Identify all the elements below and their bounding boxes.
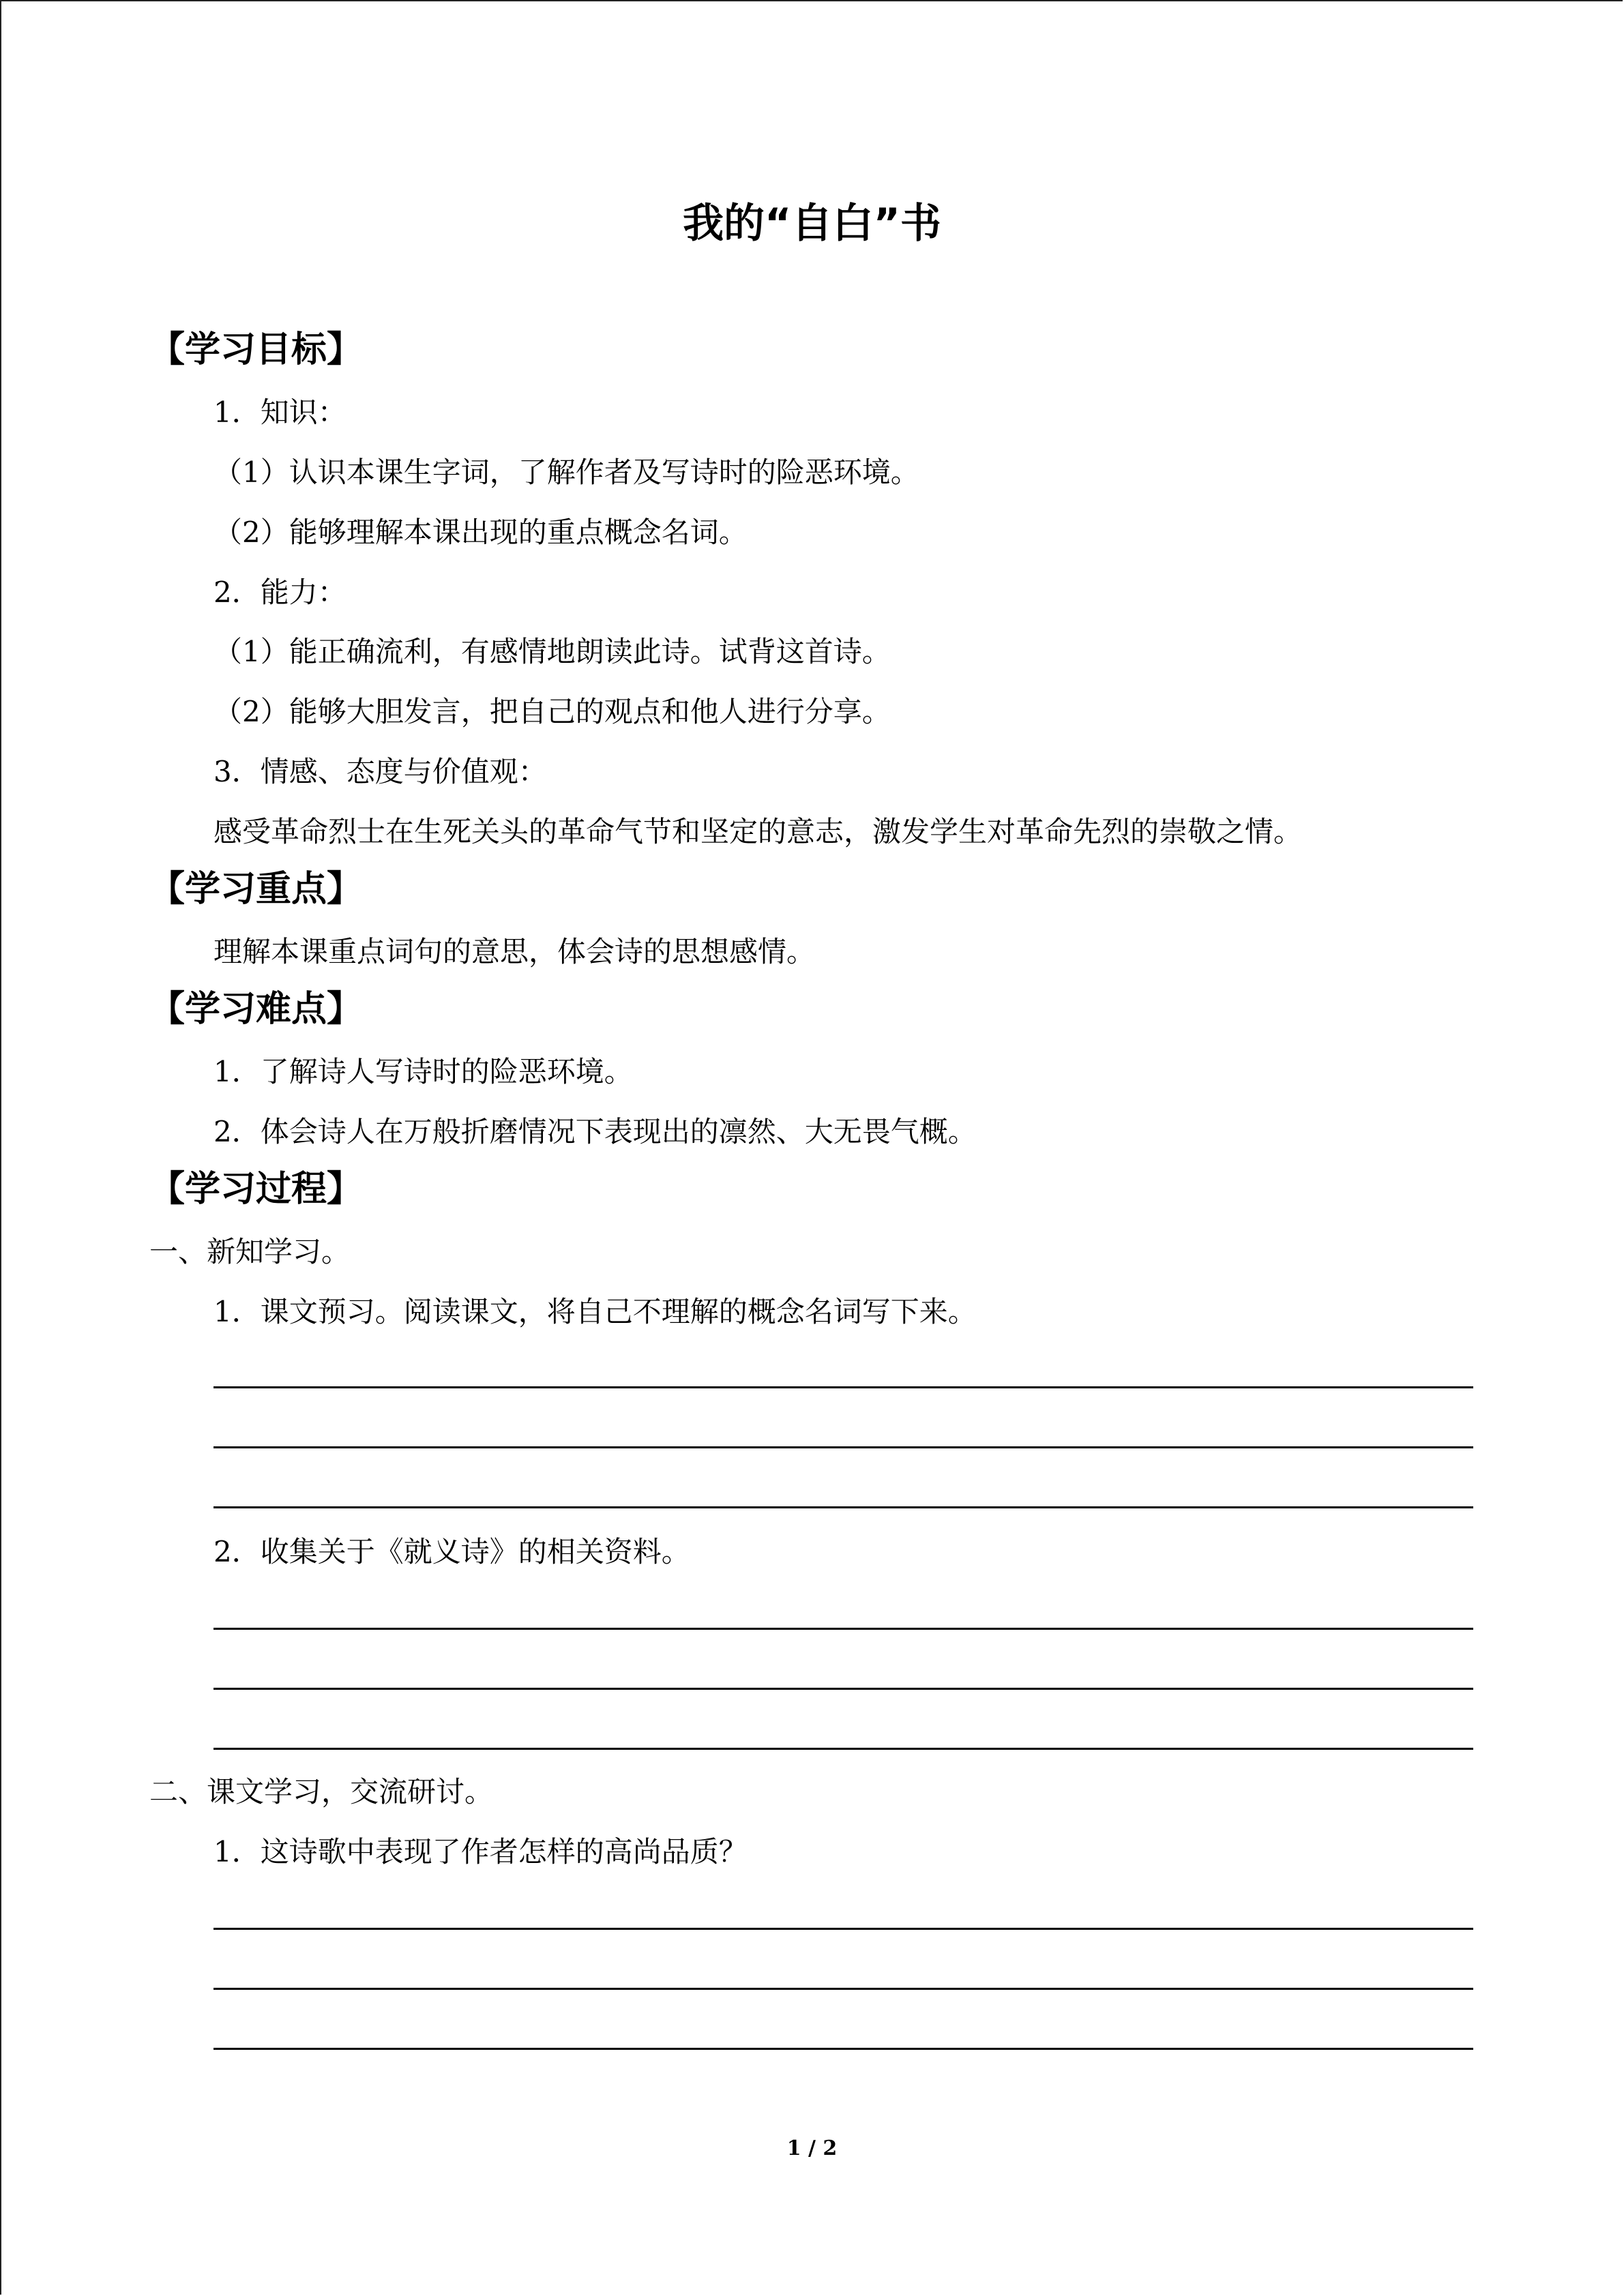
knowledge-item-2: （2）能够理解本课出现的重点概念名词。 [213,516,748,549]
difficulties-heading: 【学习难点】 [149,989,363,1030]
part2-label: 二、课文学习，交流研讨。 [149,1775,494,1808]
answer-line [213,1628,1473,1630]
objectives-heading: 【学习目标】 [149,329,363,370]
difficulty-item-1: 1．了解诗人写诗时的险恶环境。 [213,1055,633,1088]
ability-label: 2．能力： [213,576,346,609]
answer-line [213,1748,1473,1750]
part2-question-1: 1．这诗歌中表现了作者怎样的高尚品质？ [213,1835,748,1868]
answer-line [213,1928,1473,1930]
page-number: 1 / 2 [786,2136,838,2160]
answer-line [213,1386,1473,1388]
answer-line [213,1506,1473,1508]
knowledge-label: 1．知识： [213,396,346,429]
answer-line [213,2048,1473,2050]
answer-line [213,1446,1473,1448]
part1-question-1: 1．课文预习。阅读课文，将自己不理解的概念名词写下来。 [213,1295,977,1328]
difficulty-item-2: 2．体会诗人在万般折磨情况下表现出的凛然、大无畏气概。 [213,1115,977,1148]
process-heading: 【学习过程】 [149,1169,363,1210]
ability-item-2: （2）能够大胆发言，把自己的观点和他人进行分享。 [213,695,891,728]
part1-question-2: 2．收集关于《就义诗》的相关资料。 [213,1535,690,1568]
emotion-label: 3．情感、态度与价值观： [213,755,547,788]
page-title: 我的“自白”书 [683,200,941,248]
part1-label: 一、新知学习。 [149,1235,351,1268]
key-points-text: 理解本课重点词句的意思，体会诗的思想感情。 [213,935,816,968]
emotion-text: 感受革命烈士在生死关头的革命气节和坚定的意志，激发学生对革命先烈的崇敬之情。 [213,815,1303,848]
ability-item-1: （1）能正确流利，有感情地朗读此诗。试背这首诗。 [213,635,891,668]
key-points-heading: 【学习重点】 [149,869,363,910]
knowledge-item-1: （1）认识本课生字词，了解作者及写诗时的险恶环境。 [213,456,919,489]
answer-line [213,1688,1473,1690]
answer-line [213,1988,1473,1990]
